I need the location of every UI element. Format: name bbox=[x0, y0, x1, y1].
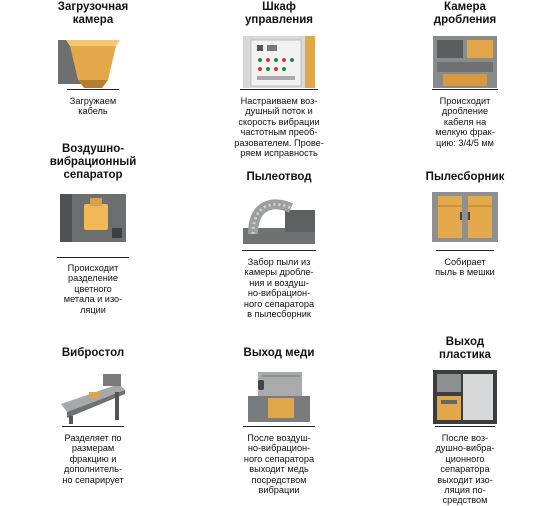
divider bbox=[436, 250, 494, 251]
section-dust-collector bbox=[372, 140, 558, 330]
plastic-outlet-icon bbox=[433, 370, 497, 424]
divider bbox=[57, 257, 129, 258]
divider bbox=[240, 89, 318, 90]
section-title: Воздушно- вибрационный сепаратор bbox=[49, 143, 137, 181]
crushing-chamber-icon bbox=[433, 36, 497, 88]
section-plastic-outlet bbox=[372, 330, 558, 504]
section-title: Пылеотвод bbox=[246, 171, 312, 183]
vibrating-table-icon bbox=[59, 370, 127, 424]
section-title: Камера дробления bbox=[433, 1, 497, 26]
section-vibrating-table bbox=[0, 330, 186, 504]
section-title: Пылесборник bbox=[425, 171, 505, 183]
divider bbox=[242, 250, 316, 251]
section-title: Вибростол bbox=[61, 347, 125, 359]
air-vibration-separator-icon bbox=[60, 194, 126, 242]
section-description: Происходит дробление кабеля на мелкую фрак- цию: 3/4/5 мм bbox=[435, 96, 495, 148]
copper-outlet-icon bbox=[244, 370, 314, 424]
control-cabinet-icon bbox=[243, 36, 315, 88]
section-description: Разделяет по размерам фракцию и дополнитель- но сепарирует bbox=[62, 433, 124, 485]
section-title: Загрузочная камера bbox=[57, 1, 129, 26]
section-dust-pipe bbox=[186, 140, 372, 330]
section-description: Настраиваем воз- душный поток и скорость вибрации частотным преоб- разователем. Прове- ряем исправность bbox=[234, 96, 324, 159]
section-description: Собирает пыль в мешки bbox=[435, 257, 495, 278]
loading-chamber-icon bbox=[58, 36, 128, 88]
section-copper-outlet bbox=[186, 330, 372, 504]
section-description: Загружаем кабель bbox=[69, 96, 117, 117]
section-title: Выход пластика bbox=[439, 336, 491, 361]
dust-pipe-icon bbox=[243, 194, 315, 244]
divider bbox=[67, 89, 119, 90]
section-description: Забор пыли из камеры дробле- ния и воздуш- но-вибрацион- ного сепаратора в пылесборник bbox=[243, 257, 315, 320]
section-title: Шкаф управления bbox=[245, 1, 313, 26]
dust-collector-icon bbox=[432, 192, 498, 242]
section-description: Происходит разделение цветного метала и изо- ляции bbox=[63, 263, 123, 315]
divider bbox=[432, 89, 498, 90]
section-description: После воздуш- но-вибрацион- ного сепаратора выходит медь посредством вибрации bbox=[243, 433, 315, 496]
divider bbox=[435, 426, 495, 427]
section-description: После воз- душно-вибра- ционного сепаратора выходит изо- ляция по- средством bbox=[435, 433, 495, 506]
section-air-vibration-separator bbox=[0, 140, 186, 330]
divider bbox=[243, 426, 315, 427]
section-title: Выход меди bbox=[243, 347, 315, 359]
divider bbox=[62, 426, 124, 427]
